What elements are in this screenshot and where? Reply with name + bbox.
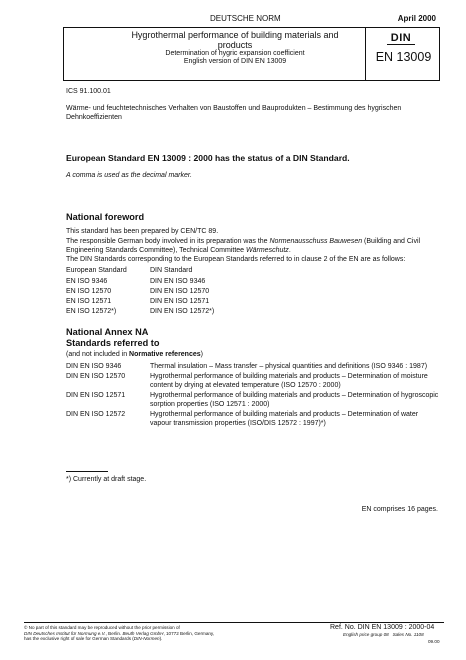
legal-din-normen: DIN-Normen	[133, 636, 160, 642]
annex-subtitle: Standards referred to	[66, 337, 160, 348]
din-standard: DIN EN ISO 12572*)	[150, 308, 215, 315]
legal-line3-end: ).	[159, 636, 163, 642]
standard-number: EN 13009	[375, 50, 432, 64]
p2-text-end: .	[288, 246, 291, 254]
ics-code: ICS 91.100.01	[66, 88, 111, 95]
legal-notice	[24, 625, 324, 642]
norm-label: DEUTSCHE NORM	[210, 14, 281, 23]
reference-number: DIN EN ISO 12571	[66, 392, 126, 399]
legal-line3-start: has the exclusive right of sale for German Standards (	[24, 636, 134, 642]
european-standard: EN ISO 9346	[66, 278, 108, 285]
din-standard: DIN EN ISO 12571	[150, 298, 210, 305]
legal-mid: , Berlin.	[105, 630, 123, 636]
footer-rule	[24, 622, 444, 623]
foreword-paragraph-1: This standard has been prepared by CEN/TC 89.	[66, 228, 219, 235]
legal-line-1: © No part of this standard may be reproduced without the prior permission of	[24, 625, 180, 630]
annex-title: National Annex NA	[66, 327, 149, 337]
european-standard: EN ISO 12570	[66, 288, 112, 295]
reference-number: DIN EN ISO 12572	[66, 411, 126, 418]
price-sales-line	[343, 632, 424, 638]
din-standard: DIN Standard	[150, 267, 193, 274]
document-version: English version of DIN EN 13009	[183, 58, 287, 65]
national-annex-heading	[66, 327, 159, 348]
reference-title: Hygrothermal performance of building materials and products – Determination of water vapour transmission properties (ISO/DIS 12572 : 1997)*)	[150, 411, 419, 427]
legal-line-3	[24, 636, 324, 642]
publication-date: April 2000	[397, 14, 436, 23]
annex-note-start: (and not included in	[66, 351, 130, 358]
header-divider	[365, 27, 366, 81]
european-standard: European Standard	[66, 267, 127, 274]
document-title-line2: products	[217, 40, 253, 50]
foreword-paragraph-2	[66, 238, 440, 255]
sales-number: Sales No. 1108	[392, 632, 424, 637]
legal-end: , 10772 Berlin, Germany,	[163, 630, 215, 636]
footnote: *) Currently at draft stage.	[66, 476, 147, 483]
reference-number: DIN EN ISO 9346	[66, 363, 122, 370]
status-line: European Standard EN 13009 : 2000 has the status of a DIN Standard.	[66, 153, 350, 163]
footnote-rule	[66, 471, 108, 472]
national-foreword-heading: National foreword	[66, 212, 145, 222]
annex-note-end: )	[200, 351, 203, 358]
p2-technical-committee: Wärmeschutz	[246, 246, 289, 254]
comma-note: A comma is used as the decimal marker.	[66, 172, 192, 179]
document-subtitle: Determination of hygric expansion coefficient	[165, 50, 305, 57]
page-count-note: EN comprises 16 pages.	[361, 506, 438, 513]
reference-number: DIN EN ISO 12570	[66, 373, 126, 380]
reference-title: Hygrothermal performance of building materials and products – Determination of moisture content by drying at elevated temperature (ISO 12570 : 2000)	[150, 373, 428, 389]
p2-text-mid: (Building and Civil Engineering Standards Committee), Technical Committee	[66, 238, 421, 254]
din-logo: DIN	[387, 33, 415, 45]
price-group: English price group 08	[343, 632, 389, 637]
legal-din-name: DIN Deutsches Institut für Normung e.V.	[24, 630, 106, 636]
reference-number-footer: Ref. No. DIN EN 13009 : 2000-04	[330, 624, 435, 631]
annex-note-bold: Normative references	[129, 351, 201, 358]
p2-text-start: The responsible German body involved in its preparation was the	[66, 238, 270, 245]
document-title-line1: Hygrothermal performance of building materials and	[131, 30, 339, 40]
european-standard: EN ISO 12572*)	[66, 308, 117, 315]
annex-note	[66, 351, 203, 360]
legal-beuth-name: Beuth Verlag GmbH	[122, 630, 164, 636]
german-title: Wärme- und feuchtetechnisches Verhalten von Baustoffen und Bauprodukten – Bestimmung des hygrischen Dehnkoeffizienten	[66, 105, 402, 121]
european-standard: EN ISO 12571	[66, 298, 112, 305]
din-standard: DIN EN ISO 9346	[150, 278, 206, 285]
date-code: 09.00	[428, 639, 440, 644]
foreword-paragraph-3: The DIN Standards corresponding to the European Standards referred to in clause 2 of the EN are as follows:	[66, 256, 406, 263]
din-standard: DIN EN ISO 12570	[150, 288, 210, 295]
reference-title: Thermal insulation – Mass transfer – physical quantities and definitions (ISO 9346 : 1987)	[150, 363, 428, 370]
p2-committee-name: Normenausschuss Bauwesen	[269, 238, 363, 245]
reference-title: Hygrothermal performance of building materials and products – Determination of hygroscopic sorption properties (ISO 12571 : 2000)	[150, 392, 439, 408]
title-block	[110, 30, 360, 66]
